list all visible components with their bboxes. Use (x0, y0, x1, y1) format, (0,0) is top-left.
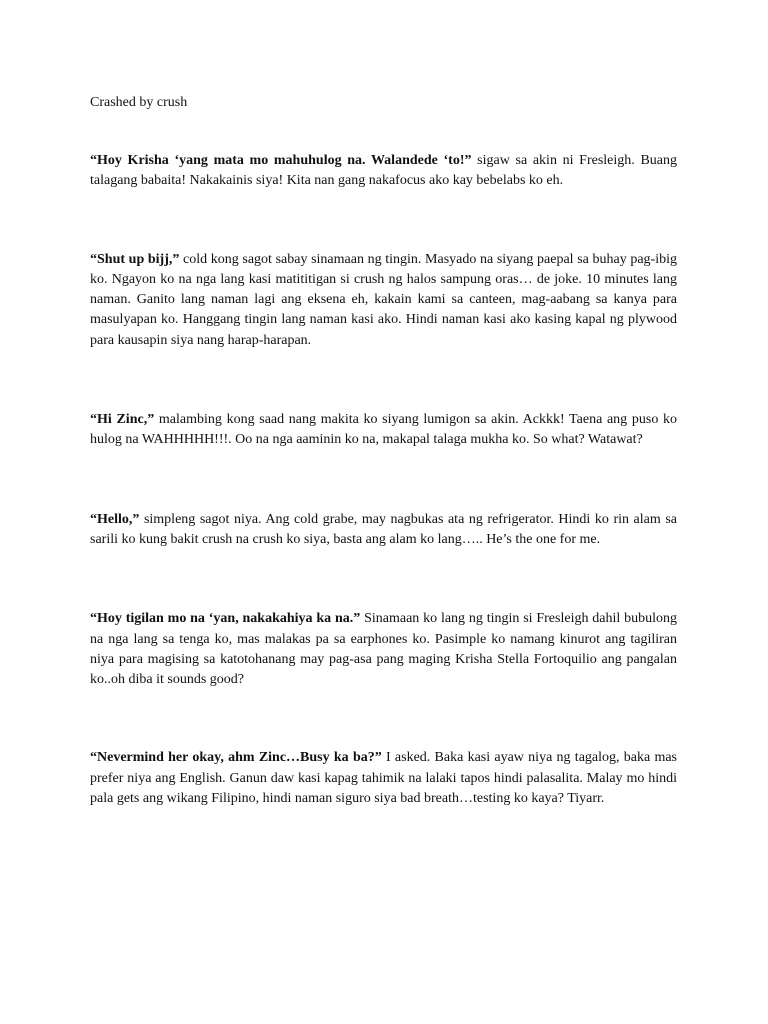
dialogue-quote: “Hoy tigilan mo na ‘yan, nakakahiya ka na.” (90, 611, 361, 627)
narration-text: cold kong sagot sabay sinamaan ng tingin. Masyado na siyang paepal sa buhay pag-ibig ko. Ngayon ko na nga lang kasi matititigan si crush ng halos sampung oras… de joke. 10 minutes lang naman. Ganito lang naman lagi ang eksena eh, kakain kami sa canteen, mag-aabang sa kanya para masulyapan ko. Hanggang tingin lang naman kasi ako. Hindi naman kasi ako kasing kapal ng plywood para kausapin siya nang harap-harapan. (90, 251, 677, 348)
dialogue-quote: “Hoy Krisha ‘yang mata mo mahuhulog na. Walandede ‘to!” (90, 153, 472, 168)
narration-text: simpleng sagot niya. Ang cold grabe, may nagbukas ata ng refrigerator. Hindi ko rin alam sa sarili ko kung bakit crush na crush ko siya, basta ang alam ko lang….. He’s the one for me. (90, 511, 677, 547)
document-title: Crashed by crush (90, 95, 188, 110)
paragraph-6 (90, 748, 677, 809)
narration-text: malambing kong saad nang makita ko siyang lumigon sa akin. Ackkk! Taena ang puso ko hulog na WAHHHHH!!!. Oo na nga aaminin ko na, makapal talaga mukha ko. So what? Watawat? (90, 412, 677, 448)
dialogue-quote: “Hi Zinc,” (90, 412, 155, 428)
paragraph-5 (90, 609, 677, 690)
document-page (90, 93, 677, 809)
dialogue-quote: “Nevermind her okay, ahm Zinc…Busy ka ba?” (90, 750, 382, 766)
paragraph-2 (90, 250, 677, 351)
dialogue-quote: “Shut up bijj,” (90, 251, 180, 267)
narration-text: sigaw sa akin ni Fresleigh. Buang talagang babaita! Nakakainis siya! Kita nan gang nakafocus ako kay bebelabs ko eh. (90, 153, 677, 189)
paragraph-4 (90, 510, 677, 551)
dialogue-quote: “Hello,” (90, 511, 140, 527)
narration-text: Sinamaan ko lang ng tingin si Fresleigh dahil bubulong na nga lang sa tenga ko, mas malakas pa sa earphones ko. Pasimple ko namang kinurot ang tagiliran niya para magising sa katotohanang may pag-asa pang maging Krisha Stella Fortoquilio ang pangalan ko..oh diba it sounds good? (90, 611, 677, 688)
paragraph-1 (90, 151, 677, 192)
paragraph-3 (90, 410, 677, 451)
narration-text: I asked. Baka kasi ayaw niya ng tagalog, baka mas prefer niya ang English. Ganun daw kasi kapag tahimik na lalaki tapos hindi palasalita. Malay mo hindi pala gets ang wikang Filipino, hindi naman siguro siya bad breath…testing ko kaya? Tiyarr. (90, 750, 678, 807)
